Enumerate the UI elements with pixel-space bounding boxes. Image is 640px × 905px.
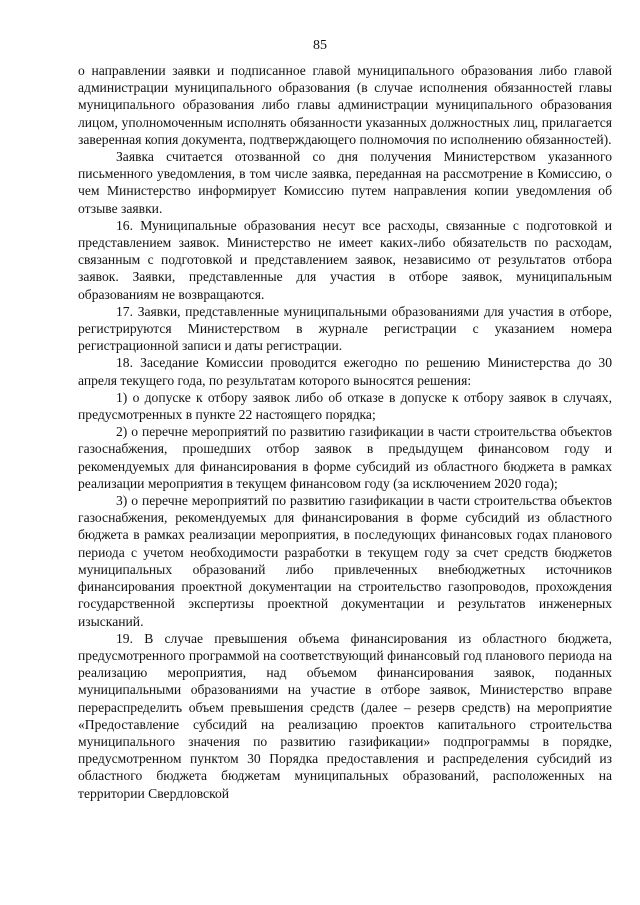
paragraph-item-18-2: 2) о перечне мероприятий по развитию газификации в части строительства объектов газоснабжения, прошедших отбор заявок в предыдущем финансовом году и рекомендуемых для финансирования в форме субсидий из областного бюджета в рамках реализации мероприятия в текущем финансовом году (за исключением 2020 года);: [78, 424, 612, 491]
page-number: 85: [313, 38, 327, 53]
paragraph-item-16: 16. Муниципальные образования несут все расходы, связанные с подготовкой и представлением заявок. Министерство не имеет каких-либо обязательств по расходам, связанным с подготовкой и представлением заявок, независимо от результатов отбора заявок. Заявки, представленные для участия в отборе заявок, муниципальным образованиям не возвращаются.: [78, 217, 612, 302]
paragraph-item-18-1: 1) о допуске к отбору заявок либо об отказе в допуске к отбору заявок в случаях, предусмотренных в пункте 22 настоящего порядка;: [78, 389, 612, 423]
paragraph-item-18: 18. Заседание Комиссии проводится ежегодно по решению Министерства до 30 апреля текущего года, по результатам которого выносятся решения:: [78, 355, 612, 388]
document-body: [78, 62, 612, 802]
paragraph-item-19: 19. В случае превышения объема финансирования из областного бюджета, предусмотренного программой на соответствующий финансовый год планового периода на реализацию мероприятия, над объемом финансирования заявок, поданных муниципальными образованиями на участие в отборе заявок, Министерство вправе перераспределить объем превышения средств (далее – резерв средств) на мероприятие «Предоставление субсидий на реализацию проектов капитального строительства муниципального значения по развитию газификации» подпрограммы в порядке, предусмотренном пунктом 30 Порядка предоставления и распределения субсидий из областного бюджета бюджетам муниципальных образований, расположенных на территории Свердловской: [78, 630, 612, 801]
paragraph-withdrawal: Заявка считается отозванной со дня получения Министерством указанного письменного уведомления, в том числе заявка, переданная на рассмотрение в Комиссию, о чем Министерство информирует Комиссию путем направления копии уведомления об отзыве заявки.: [78, 149, 612, 216]
paragraph-continuation: о направлении заявки и подписанное главой муниципального образования либо главой администрации муниципального образования (в случае исполнения обязанностей главы муниципального образования либо главы администрации муниципального образования лицом, уполномоченным исполнять обязанности указанных должностных лиц, прилагается заверенная копия документа, подтверждающего полномочия по исполнению обязанностей).: [78, 63, 612, 147]
paragraph-item-18-3: 3) о перечне мероприятий по развитию газификации в части строительства объектов газоснабжения, рекомендуемых для финансирования в форме субсидий из областного бюджета в рамках реализации мероприятия, в последующих финансовых годах планового периода с учетом необходимости разработки в текущем году за счет средств бюджетов муниципальных образований либо привлеченных внебюджетных источников финансирования проектной документации на строительство газопроводов, прохождения государственной экспертизы проектной документации и результатов инженерных изысканий.: [78, 493, 612, 629]
paragraph-item-17: 17. Заявки, представленные муниципальными образованиями для участия в отборе, регистрируются Министерством в журнале регистрации с указанием номера регистрационной записи и даты регистрации.: [78, 303, 612, 354]
